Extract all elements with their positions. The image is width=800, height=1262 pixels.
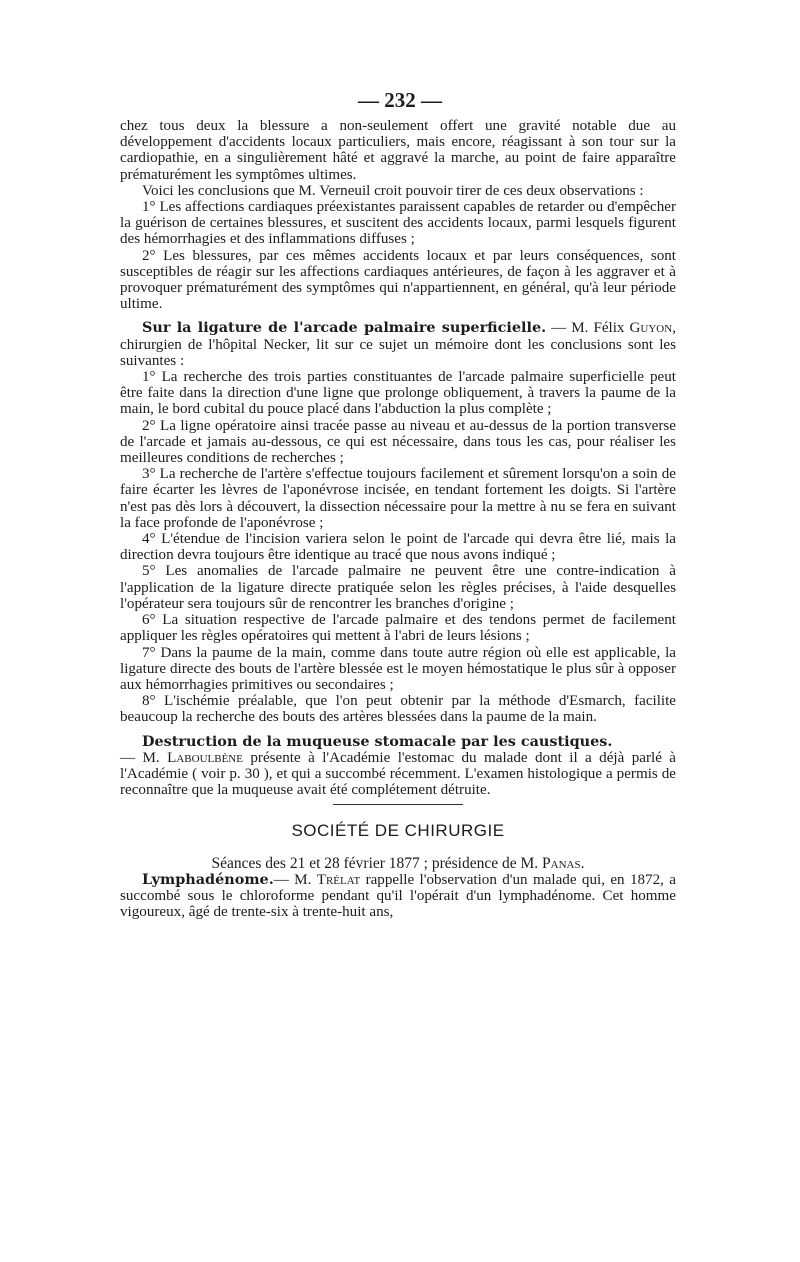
intro-text: , chirurgien de l'hôpital Necker, lit sur ce sujet un mémoire dont les conclusions sont les suivantes : — [120, 320, 676, 369]
conclusion-item: 6° La situation respective de l'arcade palmaire et des tendons permet de facilement appliquer les règles opératoires qui mettent à l'abri de leurs lésions ; — [120, 612, 676, 645]
lymphadenome-text: rappelle l'observation d'un malade qui, en 1872, a succombé sous le chloroforme pendant qu'il l'opérait d'un lymphadénome. Cet homme vigoureux, âgé de trente-six à trente-huit ans, — [120, 871, 676, 921]
dash: — M. — [273, 871, 312, 888]
section-heading-ligature: Sur la ligature de l'arcade palmaire superficielle. — [142, 319, 547, 337]
president-name: Panas — [542, 854, 581, 872]
section-divider — [333, 804, 463, 805]
conclusion-item: 4° L'étendue de l'incision variera selon le point de l'arcade qui devra être lié, mais la direction devra toujours être identique au tracé que nous avons indiqué ; — [120, 531, 676, 564]
session-text: Séances des 21 et 28 février 1877 ; présidence de M. — [211, 854, 543, 872]
conclusion-item: 1° La recherche des trois parties constituantes de l'arcade palmaire superficielle peut être faite dans la direction d'une ligne que prolonge obliquement, à travers la paume de la main, le bord cubital du pouce placé dans l'abduction la plus complète ; — [120, 369, 676, 418]
conclusion-item: 5° Les anomalies de l'arcade palmaire ne peuvent être une contre-indication à l'application de la ligature directe pratiquée selon les règles précises, à l'aide desquelles l'opérateur sera toujours sûr de rencontrer les branches d'origine ; — [120, 563, 676, 612]
section-heading-destruction: Destruction de la muqueuse stomacale par les caustiques. — [142, 732, 613, 750]
author-name: Trélat — [316, 871, 361, 888]
conclusion-item: 2° Les blessures, par ces mêmes accidents locaux et par leurs conséquences, sont susceptibles de réagir sur les affections cardiaques antérieures, de façon à les aggraver et à provoquer prématurément des symptômes qui n'appartiennent, en général, qu'à leur période ultime. — [120, 247, 676, 313]
destruction-text: présente à l'Académie l'estomac du malade dont il a déjà parlé à l'Académie ( voir p. 30 ), et qui a succombé récemment. L'examen histologique a permis de reconnaître que la muqueuse avait été complétement détruite. — [120, 749, 677, 799]
author-name: Laboulbène — [167, 749, 243, 766]
destruction-paragraph — [120, 734, 676, 799]
body-text — [120, 118, 676, 920]
section-heading-lymphadenome: Lymphadénome. — [142, 870, 274, 888]
dash: — M. — [120, 749, 160, 766]
lymphadenome-paragraph — [120, 872, 676, 921]
dash: — M. Félix — [551, 320, 625, 337]
paragraph: Voici les conclusions que M. Verneuil croit pouvoir tirer de ces deux observations : — [142, 182, 644, 199]
society-title: SOCIÉTÉ DE CHIRURGIE — [291, 821, 505, 841]
author-name: Guyon — [629, 320, 673, 337]
conclusion-item: 2° La ligne opératoire ainsi tracée passe au niveau et au-dessus de la portion transverse de l'arcade et jamais au-dessous, ce qui est nécessaire, dans tous les cas, pour réaliser les meilleures conditions de recherches ; — [120, 417, 676, 467]
page-number: — 232 — — [358, 88, 442, 112]
session-suffix: . — [580, 854, 585, 872]
conclusion-item: 8° L'ischémie préalable, que l'on peut obtenir par la méthode d'Esmarch, facilite beaucoup la recherche des bouts des artères blessées dans la paume de la main. — [120, 693, 676, 726]
conclusion-item: 7° Dans la paume de la main, comme dans toute autre région où elle est applicable, la ligature directe des bouts de l'artère blessée est le moyen hémostatique le plus sûr à opposer aux hémorrhagies primitives ou secondaires ; — [120, 644, 676, 693]
conclusion-item: 3° La recherche de l'artère s'effectue toujours facilement et sûrement lorsqu'on a soin de faire écarter les lèvres de l'aponévrose incisée, en tendant fortement les doigts. Si l'artère n'est pas dès lors à découvert, la dissection nécessaire pour la mettre à nu se fera en suivant la face profonde de l'aponévrose ; — [120, 466, 676, 531]
session-line — [120, 856, 676, 872]
ligature-intro — [120, 320, 676, 369]
paragraph: chez tous deux la blessure a non-seulement offert une gravité notable due au développement d'accidents locaux particuliers, mais encore, réagissant à son tour sur la cardiopathie, en a singulièrement hâté et aggravé la marche, au point de faire apparaître prématurément les symptômes ultimes. — [120, 118, 676, 183]
conclusion-item: 1° Les affections cardiaques préexistantes paraissent capables de retarder ou d'empêcher la guérison de certaines blessures, et suscitent des accidents locaux, parmi lesquels figurent des hémorrhagies et des inflammations diffuses ; — [120, 199, 676, 248]
